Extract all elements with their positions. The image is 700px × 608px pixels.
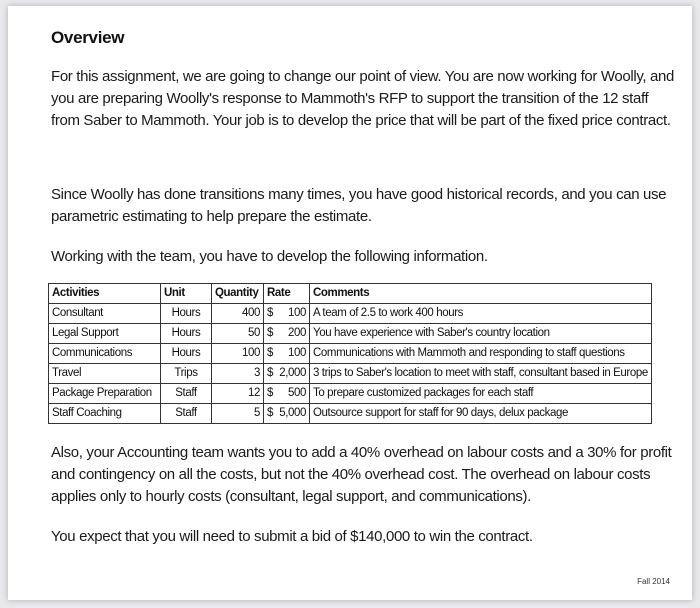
cell-unit: Hours — [161, 324, 212, 344]
document-page — [8, 6, 692, 600]
table-row — [49, 404, 652, 424]
cell-comment: To prepare customized packages for each staff — [310, 384, 652, 404]
cell-rate-value: 200 — [288, 327, 306, 339]
cell-rate — [264, 404, 310, 424]
cell-rate-currency: $ — [267, 387, 273, 399]
cell-quantity: 400 — [212, 304, 264, 324]
cell-comment: 3 trips to Saber's location to meet with staff, consultant based in Europe — [310, 364, 652, 384]
cell-rate-currency: $ — [267, 407, 273, 419]
estimate-table — [48, 283, 652, 424]
cell-comment: You have experience with Saber's country location — [310, 324, 652, 344]
cell-comment: A team of 2.5 to work 400 hours — [310, 304, 652, 324]
cell-activity: Legal Support — [49, 324, 161, 344]
table-row — [49, 324, 652, 344]
cell-unit: Trips — [161, 364, 212, 384]
cell-activity: Staff Coaching — [49, 404, 161, 424]
cell-quantity: 100 — [212, 344, 264, 364]
table-row — [49, 304, 652, 324]
cell-unit: Hours — [161, 344, 212, 364]
table-row — [49, 344, 652, 364]
cell-comment: Outsource support for staff for 90 days, delux package — [310, 404, 652, 424]
cell-activity: Travel — [49, 364, 161, 384]
paragraph-bid: You expect that you will need to submit a bid of $140,000 to win the contract. — [51, 528, 533, 545]
header-unit: Unit — [161, 284, 212, 304]
cell-activity: Communications — [49, 344, 161, 364]
cell-unit: Staff — [161, 404, 212, 424]
cell-quantity: 5 — [212, 404, 264, 424]
table-header-row — [49, 284, 652, 304]
cell-quantity: 3 — [212, 364, 264, 384]
cell-rate-value: 5,000 — [279, 407, 306, 419]
header-rate: Rate — [264, 284, 310, 304]
cell-rate-value: 2,000 — [279, 367, 306, 379]
cell-rate — [264, 324, 310, 344]
cell-activity: Consultant — [49, 304, 161, 324]
header-quantity: Quantity — [212, 284, 264, 304]
cell-rate-value: 100 — [288, 307, 306, 319]
cell-activity: Package Preparation — [49, 384, 161, 404]
cell-quantity: 12 — [212, 384, 264, 404]
footer-term: Fall 2014 — [637, 577, 670, 586]
cell-rate-currency: $ — [267, 307, 273, 319]
cell-rate-currency: $ — [267, 347, 273, 359]
header-activities: Activities — [49, 284, 161, 304]
header-comments: Comments — [310, 284, 652, 304]
paragraph-intro: For this assignment, we are going to change our point of view. You are now working for Woolly, and you are preparing Woolly's response to Mammoth's RFP to support the transition of the 12 staff from Saber to Mammoth. Your job is to develop the price that will be part of the fixed price contract. — [51, 68, 675, 129]
cell-unit: Hours — [161, 304, 212, 324]
cell-rate-currency: $ — [267, 327, 273, 339]
cell-quantity: 50 — [212, 324, 264, 344]
cell-rate-currency: $ — [267, 367, 273, 379]
section-heading: Overview — [51, 28, 125, 47]
cell-rate-value: 500 — [288, 387, 306, 399]
cell-rate — [264, 304, 310, 324]
paragraph-team-info: Working with the team, you have to develop the following information. — [51, 248, 488, 265]
table-row — [49, 364, 652, 384]
cell-rate — [264, 384, 310, 404]
cell-comment: Communications with Mammoth and responding to staff questions — [310, 344, 652, 364]
paragraph-historical-records: Since Woolly has done transitions many times, you have good historical records, and you can use parametric estimating to help prepare the estimate. — [51, 186, 667, 225]
cell-rate — [264, 344, 310, 364]
cell-rate — [264, 364, 310, 384]
paragraph-accounting: Also, your Accounting team wants you to add a 40% overhead on labour costs and a 30% for profit and contingency on all the costs, but not the 40% overhead cost. The overhead on labour costs applies only to hourly costs (consultant, legal support, and communications). — [51, 444, 672, 505]
table-row — [49, 384, 652, 404]
cell-unit: Staff — [161, 384, 212, 404]
cell-rate-value: 100 — [288, 347, 306, 359]
